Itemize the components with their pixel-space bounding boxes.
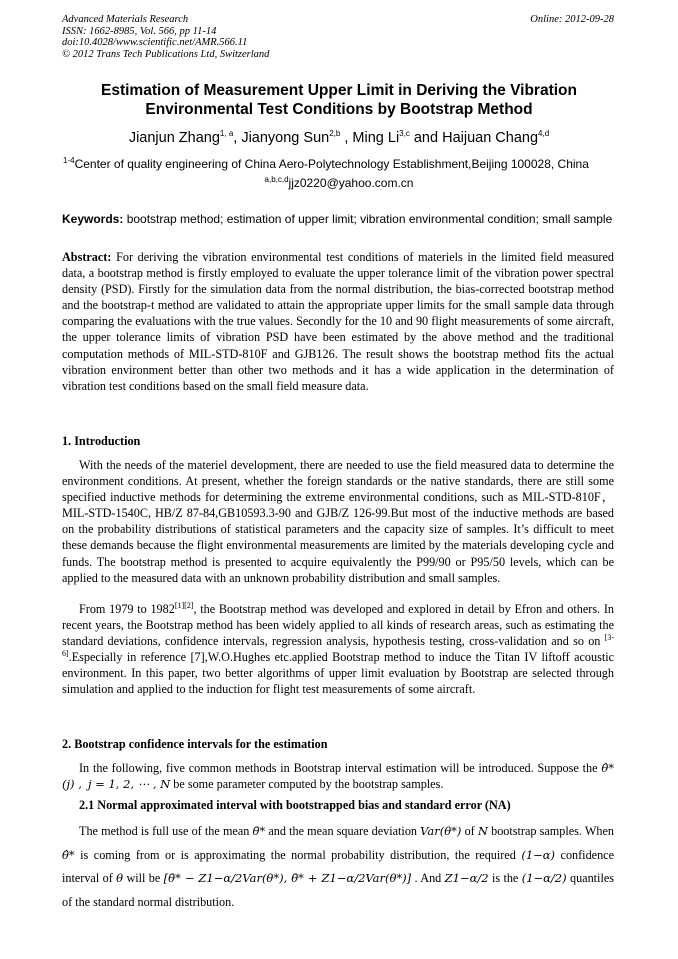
issn: ISSN: 1662-8985, Vol. 566, pp 11-14 <box>62 25 217 37</box>
section-2-heading: 2. Bootstrap confidence intervals for the estimation <box>62 737 328 751</box>
symbol-variance: Var(θ*) <box>420 824 462 838</box>
text-run: In the following, five common methods in Bootstrap interval estimation will be introduced. Suppose the <box>79 761 602 775</box>
symbol-index-range: j = 1, 2, ⋯ , N <box>87 777 171 792</box>
affiliation <box>63 157 623 171</box>
intro-paragraph-1: With the needs of the materiel development, there are needed to use the field measured data to determine the environment conditions. At present, whether the foreign standards or the native standards, there are still some specified inductive methods for determining the extreme environmental conditions, such as MIL-STD-810F，MIL-STD-1540C, HB/Z 87-84,GB10593.3-90 and GJB/Z 126-99.But most of the inductive methods are based on the probability distributions of statistical parameters and the capacity size of samples. It’s difficult to meet these demands because the flight environmental measurements are limited by the materials developing cycle and funds. The bootstrap method is presented to acquire equivalently the P99/90 or P95/50 levels, which can be applied to the measured data with an unknown probability distribution and small samples. <box>62 458 614 585</box>
author-4-affil: 4,d <box>538 129 550 139</box>
author-2: Jianyong Sun <box>241 130 330 146</box>
author-list <box>40 130 638 146</box>
email-line <box>40 176 638 190</box>
author-3: Ming Li <box>352 130 400 146</box>
title-line-1: Estimation of Measurement Upper Limit in Deriving the Vibration <box>101 82 577 99</box>
confidence-interval-formula: [θ̄* − Z1−α/2Var(θ*), θ̄* + Z1−α/2Var(θ*)] <box>163 871 412 885</box>
symbol-quantile-level: (1−α/2) <box>521 871 567 885</box>
section-1-heading: 1. Introduction <box>62 434 141 448</box>
keywords-text: bootstrap method; estimation of upper limit; vibration environmental condition; small sample <box>123 212 613 226</box>
author-separator: , <box>340 130 353 146</box>
text-run: From 1979 to 1982 <box>79 602 175 616</box>
text-run: .Especially in reference [7],W.O.Hughes etc.applied Bootstrap method to induce the Titan IV liftoff acoustic environment. In this paper, two better algorithms of upper limit evaluation by Bootstrap are selected through simulation and applied to the induction for flight test measurements of some aircraft. <box>62 650 614 697</box>
text-run: The method is full use of the mean <box>79 824 253 838</box>
abstract-label: Abstract: <box>62 250 112 264</box>
text-run: . And <box>411 871 445 885</box>
text-run: be some parameter computed by the bootstrap samples. <box>170 777 444 792</box>
symbol-theta-bar-star: θ̄* <box>252 824 266 838</box>
keywords-label: Keywords: <box>62 212 124 226</box>
journal-name: Advanced Materials Research <box>62 14 189 25</box>
paper-title <box>40 81 638 119</box>
section-2-paragraph-1 <box>62 760 614 792</box>
section-2-paragraph-2 <box>62 820 614 914</box>
citation[interactable]: [3-6] <box>62 633 614 659</box>
copyright: © 2012 Trans Tech Publications Ltd, Switzerland <box>62 48 270 60</box>
text-run: of <box>461 824 478 838</box>
email-address[interactable]: jjz0220@yahoo.com.cn <box>288 176 414 190</box>
symbol-confidence: (1−α) <box>521 847 556 862</box>
keywords <box>62 212 614 227</box>
author-and: and <box>409 130 443 146</box>
text-run: , the Bootstrap method was developed and explored in detail by Efron and others. In recent years, the Bootstrap method has been widely applied to all kinds of research areas, such as estimating the standard deviations, confidence intervals, regression analysis, hypothesis testing, cross-validation and so on <box>62 602 614 649</box>
symbol-theta: θ <box>116 871 124 885</box>
journal-header <box>62 14 614 60</box>
text-run: confidence interval of <box>62 847 614 885</box>
symbol-z-quantile: Z1−α/2 <box>444 871 489 885</box>
doi: doi:10.4028/www.scientific.net/AMR.566.11 <box>62 37 248 48</box>
subsection-2-1-heading: 2.1 Normal approximated interval with bootstrapped bias and standard error (NA) <box>79 798 511 812</box>
author-2-affil: 2,b <box>329 129 341 139</box>
author-1-affil: 1, a <box>219 129 234 139</box>
author-4: Haijuan Chang <box>442 130 539 146</box>
author-separator: , <box>233 130 242 146</box>
text-run: quantiles of the standard normal distribution. <box>62 871 614 909</box>
online-date: Online: 2012-09-28 <box>530 14 614 25</box>
email-sup: a,b,c,d <box>264 175 289 184</box>
affiliation-text: Center of quality engineering of China Aero-Polytechnology Establishment,Beijing 100028, China <box>74 157 589 171</box>
symbol-n: N <box>477 824 488 838</box>
symbol-theta-hat-star: θ̂*(j) , <box>62 761 614 792</box>
intro-paragraph-2 <box>62 601 614 698</box>
abstract-text: For deriving the vibration environmental test conditions of materiels in the limited field measured data, a bootstrap method is firstly employed to evaluate the upper tolerance limit of the vibration power spectral density (PSD). Firstly for the simulation data from the normal distribution, the bias-corrected bootstrap method and the bootstrap-t method are validated to attain the appropriate upper limits for the small sample data through comparing the evaluations with the true values. Secondly for the 10 and 90 flight measurements of some aircraft, the upper tolerance limits of vibration PSD have been estimated by the above method and the traditional computation methods of MIL-STD-810F and GJB126. The result shows the bootstrap method fits the actual vibration environment better than other two methods and it has a wide application in the determination of vibration test conditions based on the small field measure data. <box>62 250 614 393</box>
author-1: Jianjun Zhang <box>128 130 220 146</box>
author-3-affil: 3,c <box>399 129 410 139</box>
citation[interactable]: [1][2] <box>174 600 194 610</box>
abstract <box>62 249 614 394</box>
affiliation-sup: 1-4 <box>63 156 75 165</box>
title-line-2: Environmental Test Conditions by Bootstrap Method <box>145 101 533 118</box>
symbol-theta-hat-star: θ̂* <box>62 847 75 862</box>
text-run: bootstrap samples. When <box>487 824 614 838</box>
text-run: will be <box>123 871 164 885</box>
text-run: and the mean square deviation <box>265 824 421 838</box>
text-run: is the <box>488 871 522 885</box>
text-run: is coming from or is approximating the normal probability distribution, the required <box>74 847 522 862</box>
